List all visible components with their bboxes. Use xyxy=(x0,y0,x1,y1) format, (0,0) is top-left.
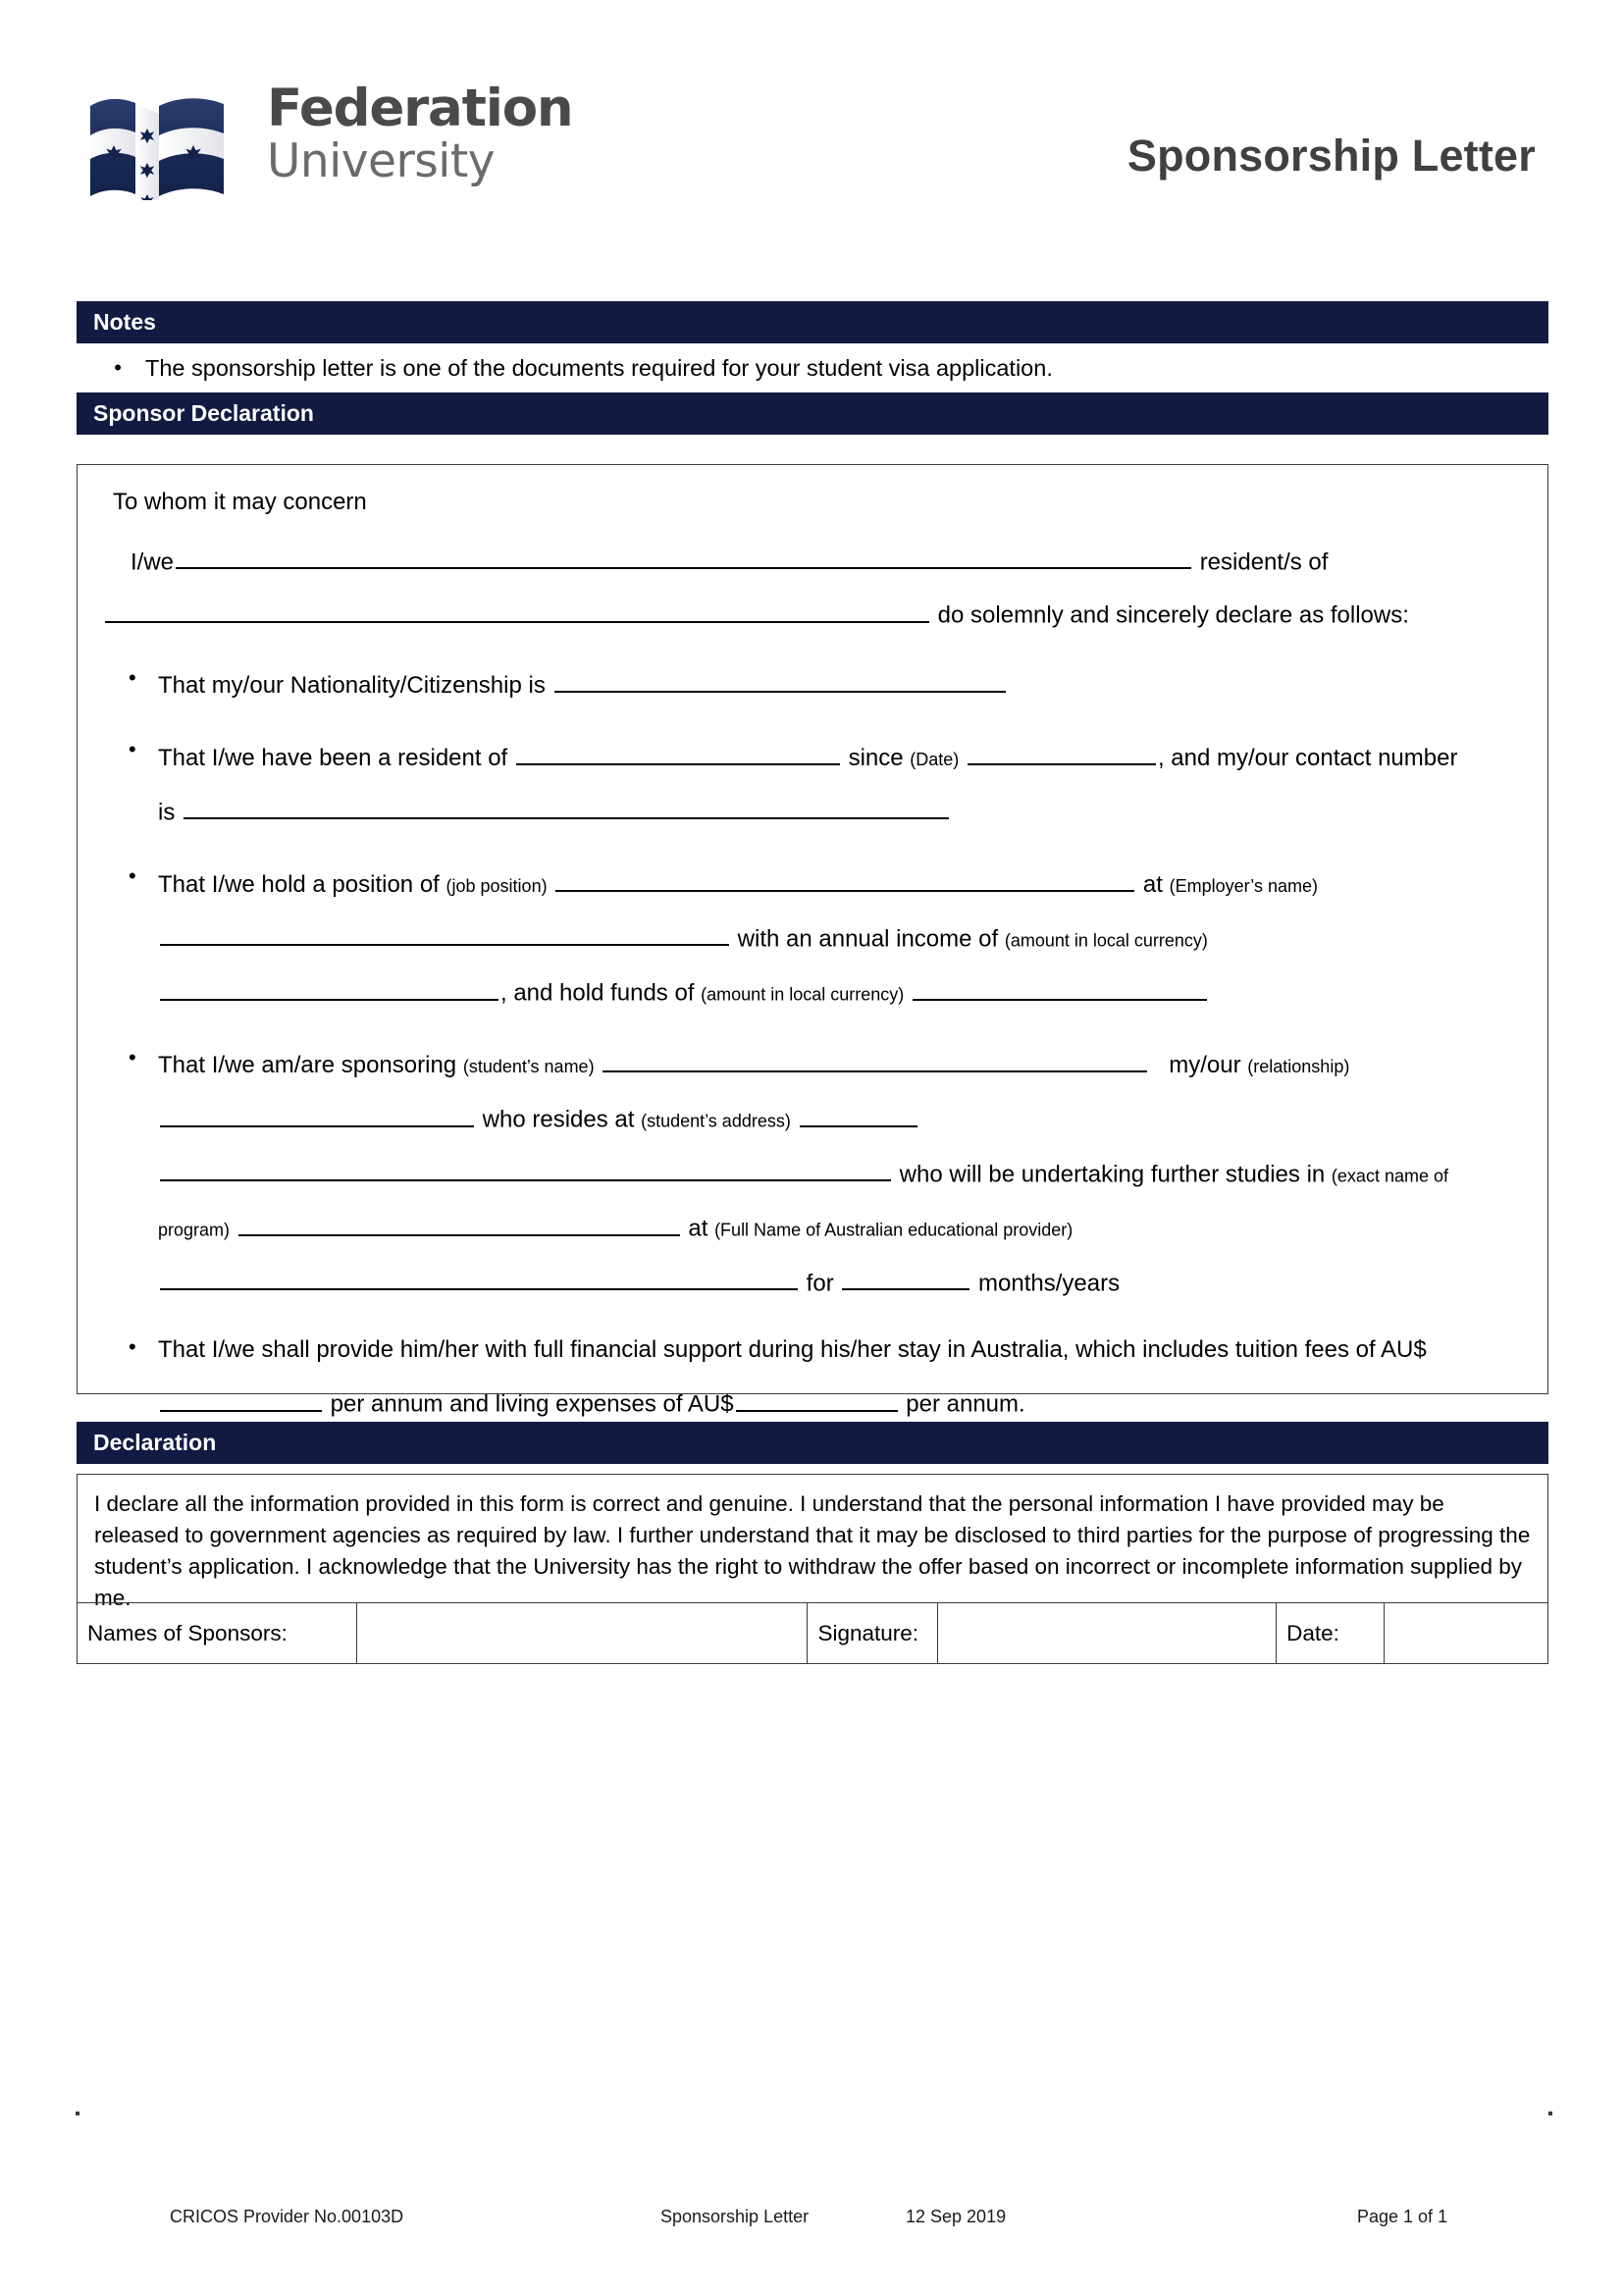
residency-date-hint: (Date) xyxy=(910,749,960,769)
job-position-hint: (job position) xyxy=(445,875,548,896)
sponsoring-line-4 xyxy=(158,1212,1522,1240)
relationship-blank-field[interactable] xyxy=(160,1103,474,1126)
note-text: The sponsorship letter is one of the documents required for your student visa application. xyxy=(145,355,1053,381)
relationship-hint: (relationship) xyxy=(1247,1057,1350,1077)
support-line-2 xyxy=(158,1387,1522,1416)
signature-table xyxy=(77,1602,1548,1664)
page-title: Sponsorship Letter xyxy=(1126,130,1536,181)
funds-blank-field[interactable] xyxy=(913,976,1207,1000)
employment-line-3 xyxy=(158,976,1522,1005)
document-header xyxy=(0,0,1624,265)
footer-date: 12 Sep 2019 xyxy=(906,2207,1007,2226)
annual-income-blank-field[interactable] xyxy=(160,976,498,1000)
employment-line-2 xyxy=(158,922,1522,951)
brand-wordmark xyxy=(267,78,573,189)
employer-name-blank-field[interactable] xyxy=(160,922,729,946)
support-part1: That I/we shall provide him/her with full financial support during his/her stay in Australia, which includes tuition fees of AU$ xyxy=(158,1336,1427,1364)
duration-blank-field[interactable] xyxy=(842,1267,969,1290)
sponsoring-part7: months/years xyxy=(978,1270,1121,1297)
federation-university-logo xyxy=(86,78,572,200)
residency-part4: is xyxy=(158,799,176,826)
salutation: To whom it may concern xyxy=(113,489,367,515)
job-position-blank-field[interactable] xyxy=(555,867,1134,891)
employment-part4: , and hold funds of xyxy=(500,979,695,1007)
list-item-sponsoring xyxy=(103,1049,1522,1295)
list-item-nationality xyxy=(103,669,1522,698)
intro-lead: I/we xyxy=(131,548,175,576)
provider-hint: (Full Name of Australian educational provider) xyxy=(714,1220,1074,1240)
bullet-icon: • xyxy=(114,355,122,380)
residency-part1: That I/we have been a resident of xyxy=(158,744,508,771)
signature-label: Signature: xyxy=(808,1603,938,1664)
employment-line-1 xyxy=(158,871,1318,898)
intro-line-1 xyxy=(131,546,1522,574)
employment-part1: That I/we hold a position of xyxy=(158,870,440,898)
sponsoring-line-3 xyxy=(158,1158,1522,1186)
names-of-sponsors-field[interactable] xyxy=(356,1603,808,1664)
residency-part2: since xyxy=(848,744,904,771)
declaration-section-header: Declaration xyxy=(77,1422,1548,1464)
intro-line-2 xyxy=(103,599,1522,627)
student-name-hint: (student’s name) xyxy=(462,1057,595,1077)
income-currency-hint: (amount in local currency) xyxy=(1004,930,1208,951)
nationality-text: That my/our Nationality/Citizenship is xyxy=(158,672,546,700)
funds-currency-hint: (amount in local currency) xyxy=(701,984,905,1005)
residency-part3: , and my/our contact number xyxy=(1157,744,1458,771)
sponsoring-part5: at xyxy=(688,1215,708,1242)
footer-page-number: Page 1 of 1 xyxy=(1357,2207,1448,2226)
footer-doc-name: Sponsorship Letter xyxy=(660,2207,810,2226)
sponsoring-line-5 xyxy=(158,1267,1522,1295)
name-blank-field[interactable] xyxy=(176,546,1191,569)
student-name-blank-field[interactable] xyxy=(602,1049,1147,1072)
declaration-body-text: I declare all the information provided in this form is correct and genuine. I understand that the personal information I have provided may be released to government agencies as required by law. I further understand that it may be disclosed to third parties for the purpose of progressing the student’s application. I acknowledge that the University has the right to withdraw the offer based on incorrect or incomplete information supplied by me. xyxy=(94,1491,1531,1610)
date-label: Date: xyxy=(1277,1603,1385,1664)
residency-line-1 xyxy=(158,745,1457,771)
employment-part3: with an annual income of xyxy=(737,925,999,953)
table-row xyxy=(78,1603,1548,1664)
nationality-blank-field[interactable] xyxy=(554,669,1006,693)
sponsor-declaration-box xyxy=(77,464,1548,1418)
student-address-hint: (student’s address) xyxy=(641,1111,791,1131)
declaration-items xyxy=(103,669,1522,1417)
signature-field[interactable] xyxy=(938,1603,1277,1664)
list-item-residency xyxy=(103,741,1522,824)
notes-section-header: Notes xyxy=(77,301,1548,343)
list-item xyxy=(77,353,1548,385)
document-footer xyxy=(77,2207,1548,2236)
support-line-1 xyxy=(158,1336,1427,1363)
sponsoring-part2: my/our xyxy=(1169,1052,1241,1079)
sponsoring-part6: for xyxy=(806,1270,834,1297)
sponsoring-part1: That I/we am/are sponsoring xyxy=(158,1052,457,1079)
brand-line-federation: Federation xyxy=(267,78,573,138)
list-item-employment xyxy=(103,867,1522,1005)
student-address-blank-field-short[interactable] xyxy=(800,1103,917,1126)
support-part3: per annum. xyxy=(906,1390,1025,1418)
contact-number-blank-field[interactable] xyxy=(183,796,949,819)
support-part2: per annum and living expenses of AU$ xyxy=(330,1390,734,1418)
residency-date-blank-field[interactable] xyxy=(968,741,1156,764)
flag-icon xyxy=(86,84,253,200)
sponsoring-part3: who resides at xyxy=(482,1106,635,1133)
margin-mark-left xyxy=(76,2112,79,2115)
sponsoring-line-2 xyxy=(158,1103,1522,1131)
intro-after-1: resident/s of xyxy=(1199,548,1329,576)
list-item-financial-support xyxy=(103,1338,1522,1416)
program-hint-b: program) xyxy=(158,1220,231,1240)
address-blank-field[interactable] xyxy=(105,599,929,622)
names-of-sponsors-label: Names of Sponsors: xyxy=(78,1603,357,1664)
footer-cricos: CRICOS Provider No.00103D xyxy=(170,2207,404,2226)
living-expenses-blank-field[interactable] xyxy=(736,1387,898,1411)
sponsor-declaration-section-header: Sponsor Declaration xyxy=(77,392,1548,435)
sponsoring-line-1 xyxy=(158,1052,1349,1078)
program-hint-a: (exact name of xyxy=(1331,1166,1448,1186)
date-field[interactable] xyxy=(1385,1603,1548,1664)
employer-name-hint: (Employer’s name) xyxy=(1169,875,1318,896)
residency-line-2 xyxy=(158,796,1522,824)
nationality-line xyxy=(158,672,1008,699)
tuition-fees-blank-field[interactable] xyxy=(160,1387,322,1411)
provider-blank-field[interactable] xyxy=(160,1267,798,1290)
margin-mark-right xyxy=(1548,2112,1552,2115)
program-blank-field[interactable] xyxy=(238,1212,680,1235)
brand-line-university: University xyxy=(267,134,496,189)
sponsoring-part4: who will be undertaking further studies in xyxy=(899,1161,1326,1188)
employment-part2: at xyxy=(1142,870,1163,898)
student-address-blank-field[interactable] xyxy=(160,1158,891,1181)
residency-country-blank-field[interactable] xyxy=(516,741,840,764)
intro-after-2: do solemnly and sincerely declare as follows: xyxy=(937,601,1409,629)
notes-body xyxy=(77,353,1548,385)
